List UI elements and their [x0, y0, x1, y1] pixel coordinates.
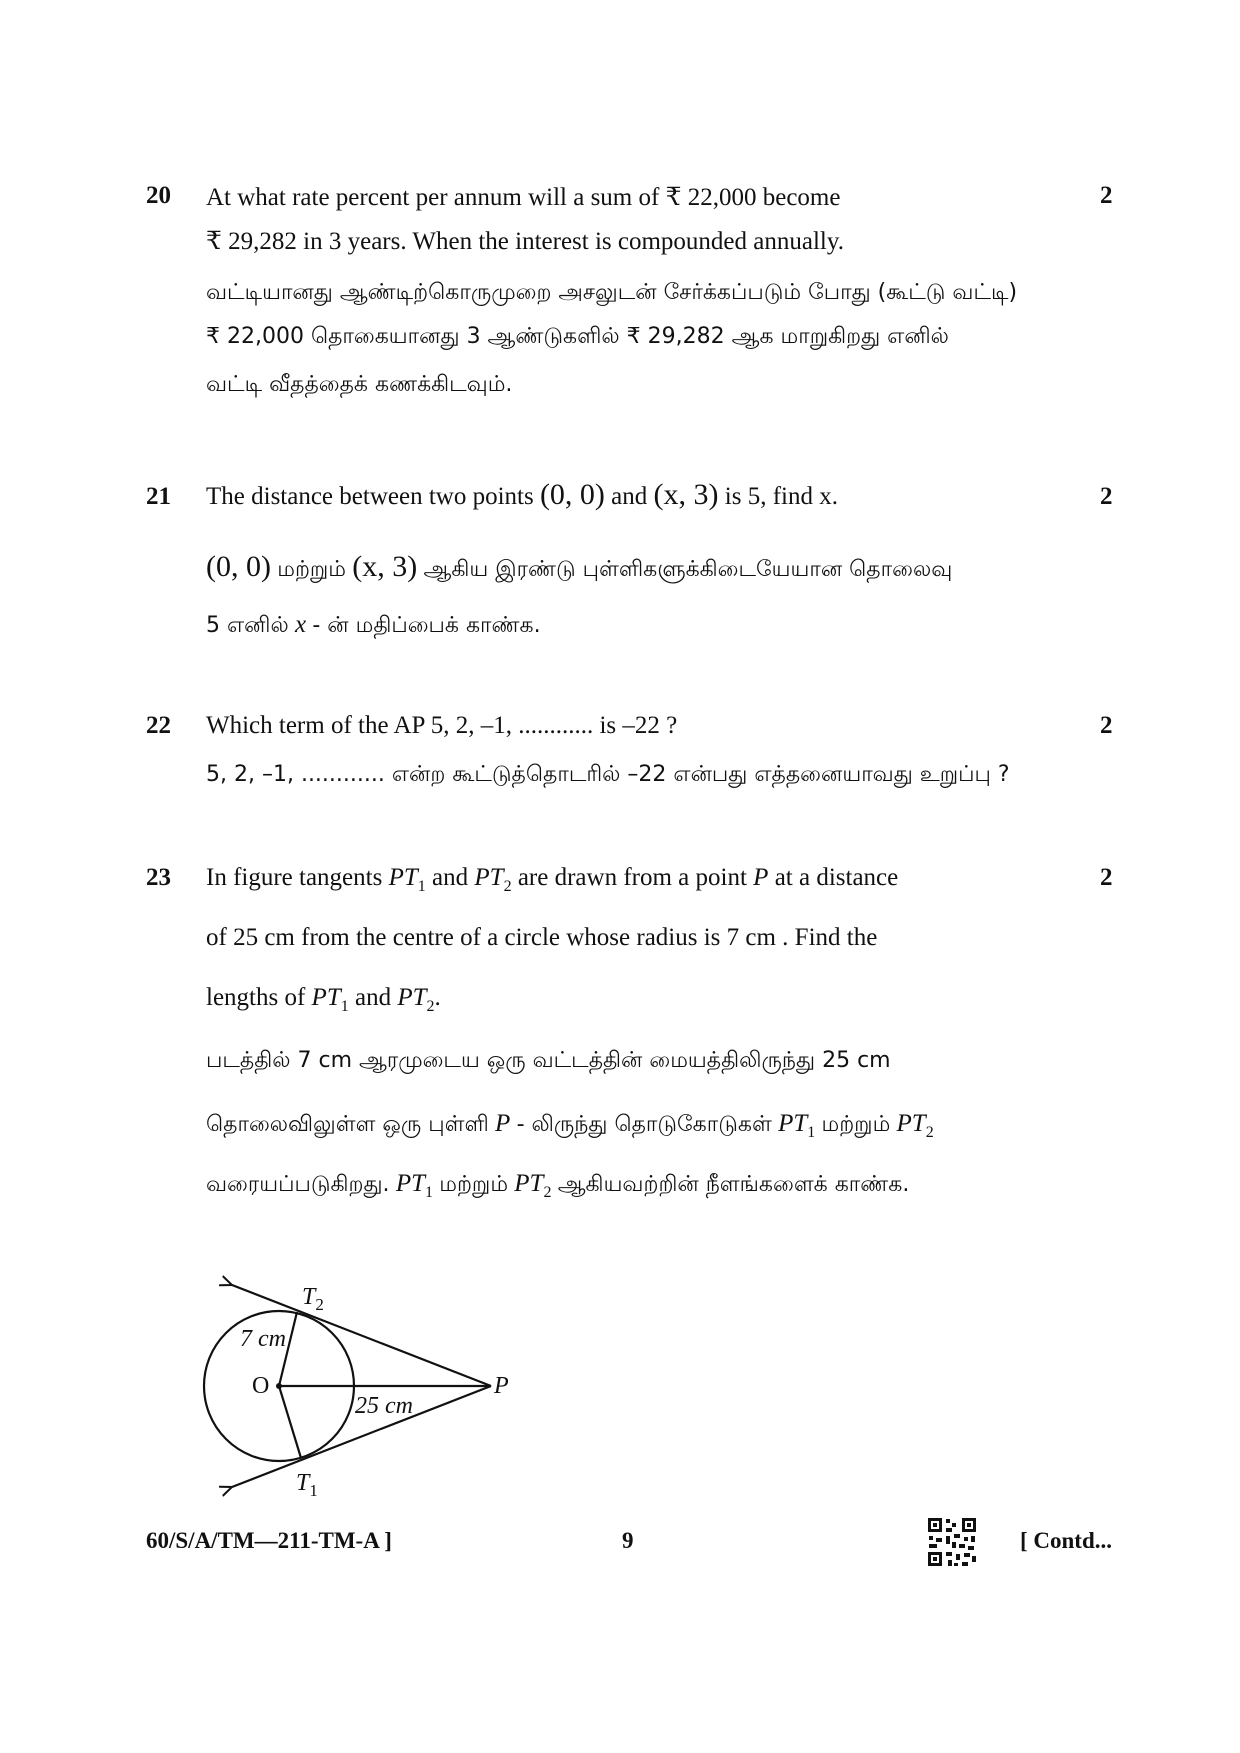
tamil-text: - லிருந்து தொடுகோடுகள் [516, 1112, 772, 1137]
point-x-3: (x, 3) [352, 550, 418, 583]
subscript: 2 [503, 878, 512, 895]
subscript: 1 [340, 998, 349, 1015]
point-origin: (0, 0) [539, 478, 605, 511]
tamil-text-line: ₹ 22,000 தொகையானது 3 ஆண்டுகளில் ₹ 29,282 ஆக மாறுகிறது எனில் [206, 324, 949, 349]
radius-ot1 [279, 1386, 301, 1458]
question-marks: 2 [1100, 182, 1113, 209]
english-text: lengths of [206, 984, 306, 1011]
english-text: and [432, 864, 469, 891]
question-number: 23 [146, 864, 171, 891]
english-text: are drawn from a point [517, 864, 747, 891]
english-text: The distance between two points [206, 483, 534, 510]
english-text-line: Which term of the AP 5, 2, –1, ............ is –22 ? [206, 712, 678, 739]
tamil-text: தொலைவிலுள்ள ஒரு புள்ளி [206, 1112, 489, 1137]
label-distance: 25 cm [355, 1393, 413, 1419]
subscript: 1 [417, 878, 426, 895]
pt-label: PT [311, 984, 341, 1011]
pt-label: PT [395, 1170, 425, 1197]
tamil-text: ஆகியவற்றின் நீளங்களைக் காண்க. [557, 1172, 910, 1197]
subscript: 2 [426, 998, 435, 1015]
label-p: P [494, 1373, 509, 1399]
english-text-line: ₹ 29,282 in 3 years. When the interest is compounded annually. [206, 228, 844, 255]
label-o: O [252, 1373, 270, 1399]
question-number: 22 [146, 712, 171, 739]
tamil-text-line: 5, 2, –1, ............ என்ற கூட்டுத்தொடரில் –22 என்பது எத்தனையாவது உறுப்பு ? [206, 762, 1010, 787]
tamil-text: மற்றும் [439, 1172, 509, 1197]
pt-label: PT [474, 864, 504, 891]
qr-code-icon [926, 1516, 978, 1568]
question-marks: 2 [1100, 864, 1113, 891]
tamil-text-line: வட்டி வீதத்தைக் கணக்கிடவும். [206, 372, 513, 397]
english-text-line: of 25 cm from the centre of a circle whose radius is 7 cm . Find the [206, 924, 878, 951]
label-t2: $T_2$ [302, 1284, 324, 1314]
centre-dot [276, 1383, 282, 1389]
english-text: at a distance [774, 864, 899, 891]
english-text: and [611, 483, 648, 510]
subscript: 1 [425, 1184, 433, 1201]
point-p: P [753, 864, 769, 891]
question-marks: 2 [1100, 483, 1113, 510]
tamil-text: மற்றும் [277, 557, 347, 582]
pt-label: PT [778, 1110, 808, 1137]
point-origin: (0, 0) [206, 550, 271, 583]
question-marks: 2 [1100, 712, 1113, 739]
english-text-line: lengths of $PT_1$ and $PT_2$. [206, 984, 441, 1015]
pt-label: PT [514, 1170, 544, 1197]
point-p: P [495, 1110, 511, 1137]
subscript: 1 [807, 1124, 816, 1141]
subscript: 2 [925, 1124, 934, 1141]
paper-code: 60/S/A/TM—211-TM-A ] [146, 1528, 392, 1553]
tamil-text: மற்றும் [821, 1112, 891, 1137]
page-number: 9 [622, 1528, 634, 1553]
tamil-text: வரையப்படுகிறது. [206, 1172, 390, 1197]
tamil-text: ஆகிய இரண்டு புள்ளிகளுக்கிடையேயான தொலைவு [423, 557, 953, 582]
english-text: is 5, find x. [724, 483, 838, 510]
english-text: In figure tangents [206, 864, 383, 891]
tamil-text-line: படத்தில் 7 cm ஆரமுடைய ஒரு வட்டத்தின் மையத்திலிருந்து 25 cm [206, 1048, 891, 1073]
english-text: and [354, 984, 392, 1011]
question-number: 21 [146, 483, 171, 510]
tamil-text: - ன் மதிப்பைக் காண்க. [312, 613, 541, 638]
pt-label: PT [388, 864, 418, 891]
variable-x: x [295, 611, 307, 638]
pt-label: PT [397, 984, 427, 1011]
question-number: 20 [146, 182, 171, 209]
label-radius: 7 cm [240, 1326, 286, 1352]
point-x-3: (x, 3) [653, 478, 719, 511]
continued-label: [ Contd... [1020, 1528, 1113, 1553]
label-t1: $T_1$ [296, 1470, 318, 1500]
pt-label: PT [896, 1110, 926, 1137]
english-text-line: At what rate percent per annum will a sum of ₹ 22,000 become [206, 184, 841, 211]
tamil-text: 5 எனில் [206, 613, 289, 638]
tamil-text-line: வட்டியானது ஆண்டிற்கொருமுறை அசலுடன் சேர்க்கப்படும் போது (கூட்டு வட்டி) [206, 280, 1018, 305]
subscript: 2 [543, 1184, 552, 1201]
